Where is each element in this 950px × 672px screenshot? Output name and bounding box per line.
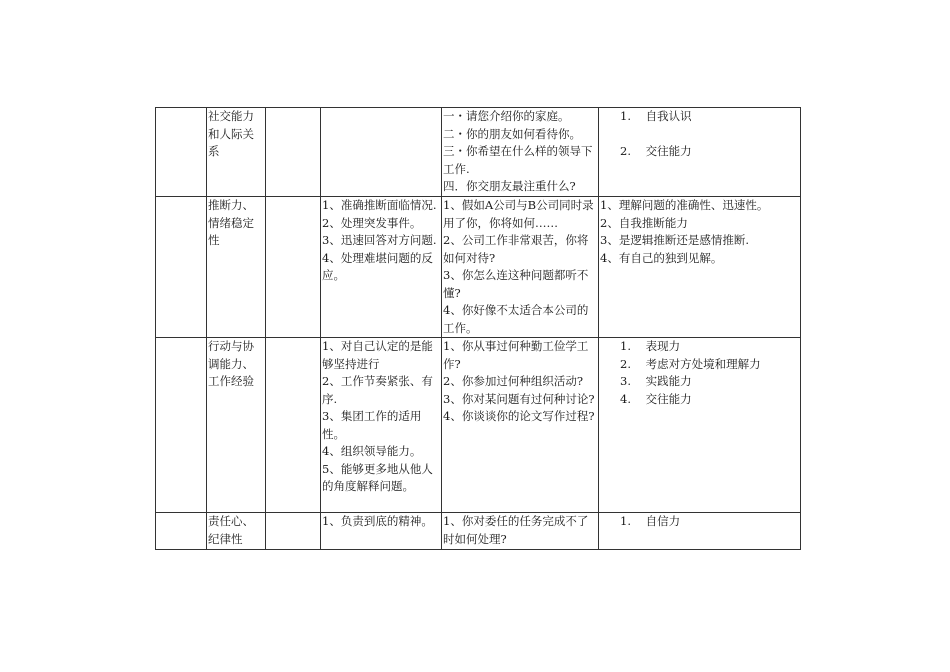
- traits-cell: [321, 197, 442, 338]
- trait-line: 4、处理难堪问题的反应。: [322, 250, 433, 282]
- abilities-list: [600, 338, 799, 408]
- question-line: 三・你希望在什么样的领导下工作.: [443, 144, 593, 176]
- blank-cell: [266, 338, 321, 513]
- trait-line: 2、工作节奏紧张、有序.: [322, 374, 433, 406]
- questions-cell: [442, 513, 599, 550]
- questions-cell: [442, 338, 599, 513]
- category-text: 行动与协调能力、工作经验: [208, 339, 254, 388]
- ability-item: 1. 自我认识: [620, 109, 692, 123]
- abilities-cell: [599, 197, 801, 338]
- questions-cell: [442, 197, 599, 338]
- table-row: [156, 513, 801, 550]
- trait-line: 3、迅速回答对方问题.: [322, 233, 437, 247]
- category-cell: [207, 513, 266, 550]
- ability-line: 1、理解问题的准确性、迅速性。: [600, 198, 769, 212]
- ability-item: 4. 交往能力: [620, 391, 692, 406]
- question-line: 一・请您介绍你的家庭。: [443, 109, 570, 123]
- ability-line: 2、自我推断能力: [600, 215, 688, 230]
- abilities-cell: [599, 108, 801, 197]
- question-line: 3、你对某问题有过何种讨论?: [443, 391, 595, 406]
- question-line: 4、你谈谈你的论文写作过程?: [443, 409, 595, 423]
- question-line: 二・你的朋友如何看待你。: [443, 126, 581, 141]
- blank-cell: [266, 108, 321, 197]
- ability-item: 1. 表现力: [620, 339, 681, 353]
- ability-item: 3. 实践能力: [620, 374, 692, 388]
- traits-cell: [321, 513, 442, 550]
- question-line: 3、你怎么连这种问题都听不懂?: [443, 268, 589, 300]
- trait-line: 5、能够更多地从他人的角度解释问题。: [322, 461, 433, 493]
- category-cell: [207, 197, 266, 338]
- table-row: [156, 108, 801, 197]
- ability-item: 1. 自信力: [620, 514, 681, 528]
- table-row: [156, 338, 801, 513]
- question-line: 4、你好像不太适合本公司的工作。: [443, 303, 589, 335]
- traits-cell: [321, 338, 442, 513]
- trait-line: 2、处理突发事件。: [322, 215, 422, 230]
- table-row: [156, 197, 801, 338]
- category-text: 责任心、纪律性: [208, 514, 254, 546]
- blank-cell: [266, 197, 321, 338]
- abilities-list: [600, 108, 799, 160]
- trait-line: 1、准确推断面临情况.: [322, 198, 437, 212]
- trait-line: 1、对自己认定的是能够坚持进行: [322, 339, 433, 371]
- abilities-list: [600, 513, 799, 531]
- blank-cell: [266, 513, 321, 550]
- category-cell: [207, 108, 266, 197]
- blank-cell: [156, 338, 207, 513]
- category-text: 社交能力和人际关系: [208, 109, 254, 158]
- questions-cell: [442, 108, 599, 197]
- blank-cell: [156, 513, 207, 550]
- question-line: 1、你对委任的任务完成不了时如何处理?: [443, 514, 589, 546]
- interview-table: [155, 107, 801, 550]
- ability-item: 2. 交往能力: [620, 143, 692, 158]
- trait-line: 4、组织领导能力。: [322, 444, 422, 458]
- question-line: 2、公司工作非常艰苦，你将如何对待?: [443, 233, 589, 265]
- blank-cell: [156, 197, 207, 338]
- trait-line: 3、集团工作的适用性。: [322, 409, 422, 441]
- abilities-cell: [599, 513, 801, 550]
- category-cell: [207, 338, 266, 513]
- traits-cell: [321, 108, 442, 197]
- question-line: 1、假如A公司与B公司同时录用了你，你将如何……: [443, 198, 594, 230]
- blank-cell: [156, 108, 207, 197]
- ability-line: 3、是逻辑推断还是感情推断.: [600, 233, 749, 247]
- category-text: 推断力、情绪稳定性: [208, 198, 254, 247]
- abilities-cell: [599, 338, 801, 513]
- question-line: 1、你从事过何种勤工俭学工作?: [443, 339, 589, 371]
- ability-item: 2. 考虑对方处境和理解力: [620, 356, 761, 371]
- question-line: 2、你参加过何种组织活动?: [443, 374, 583, 388]
- question-line: 四．你交朋友最注重什么?: [443, 179, 576, 193]
- trait-line: 1、负责到底的精神。: [322, 514, 433, 528]
- ability-line: 4、有自己的独到见解。: [600, 250, 723, 265]
